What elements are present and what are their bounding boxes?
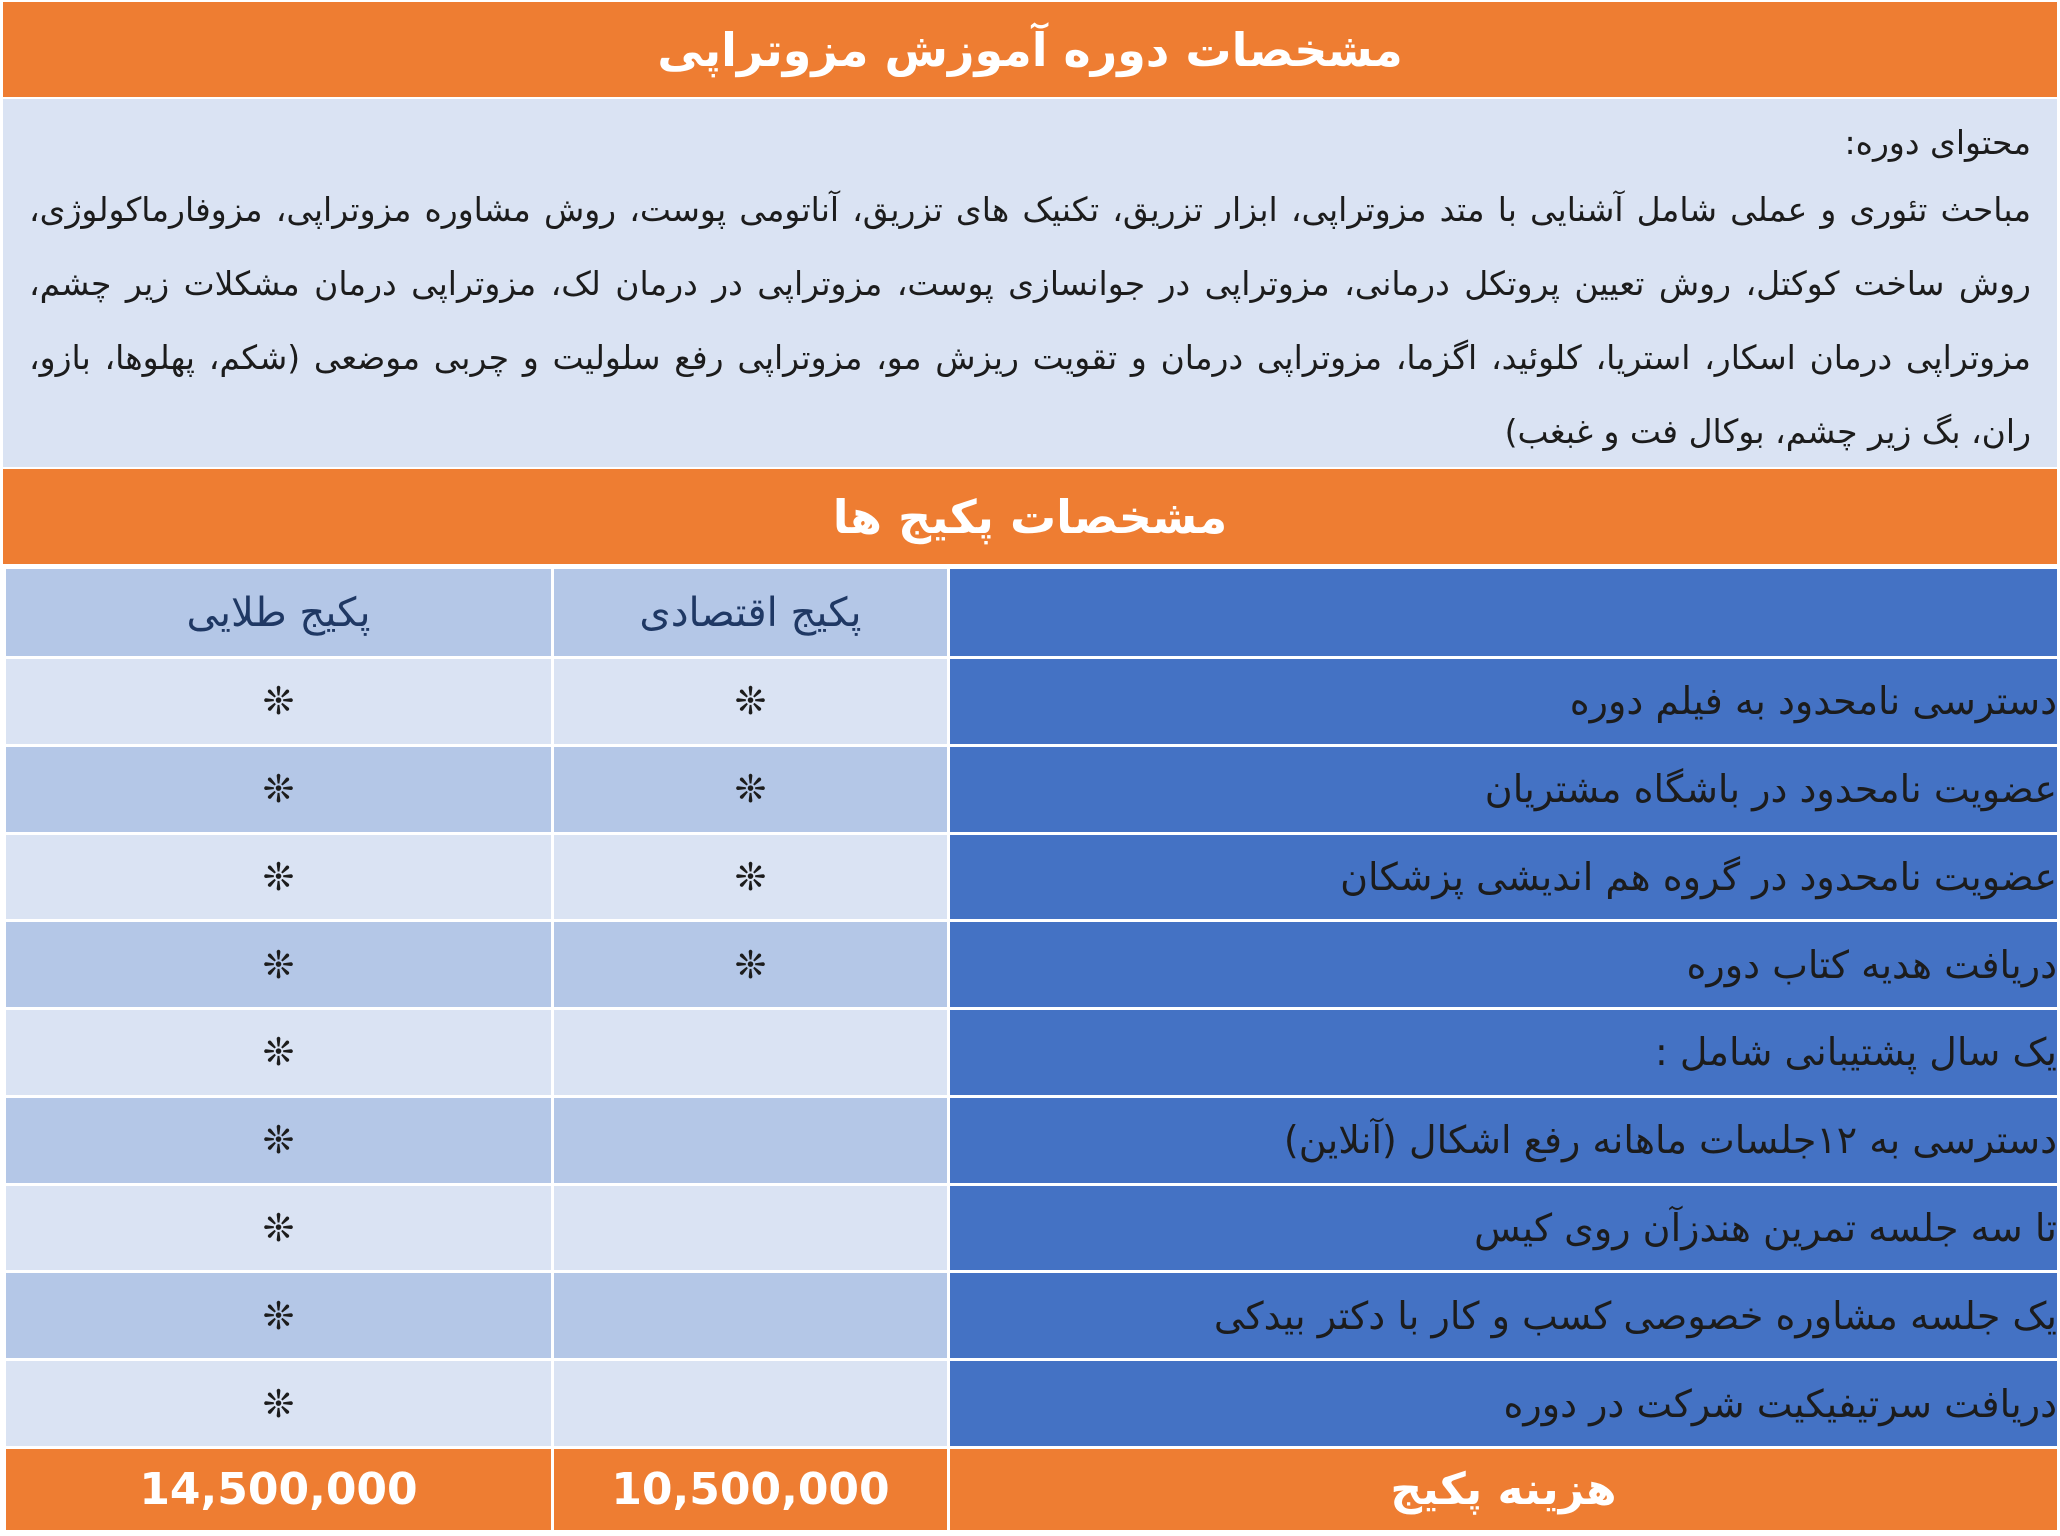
feature-cell: تا سه جلسه تمرین هندزآن روی کیس [949, 1184, 2059, 1272]
packages-table [3, 566, 2060, 1533]
price-row [5, 1448, 2059, 1532]
gold-check-mark: ❊ [5, 1096, 553, 1184]
price-label: هزینه پکیج [949, 1448, 2059, 1532]
economy-check-mark: ❊ [553, 745, 949, 833]
gold-check-mark: ❊ [5, 833, 553, 921]
gold-check-mark: ❊ [5, 1360, 553, 1448]
gold-check-mark: ❊ [5, 745, 553, 833]
table-row [5, 658, 2059, 746]
feature-cell: دریافت سرتیفیکیت شرکت در دوره [949, 1360, 2059, 1448]
feature-cell: دسترسی به ۱۲جلسات ماهانه رفع اشکال (آنلاین) [949, 1096, 2059, 1184]
course-content-box [3, 99, 2057, 467]
page-title: مشخصات دوره آموزش مزوتراپی [3, 2, 2057, 97]
gold-check-mark: ❊ [5, 1272, 553, 1360]
header-economy-cell: پکیج اقتصادی [553, 568, 949, 658]
economy-check-mark: ❊ [553, 658, 949, 746]
gold-check-mark: ❊ [5, 658, 553, 746]
table-row [5, 1096, 2059, 1184]
table-row [5, 921, 2059, 1009]
economy-price [553, 1448, 949, 1532]
header-gold-cell: پکیج طلایی [5, 568, 553, 658]
economy-check-mark [553, 1184, 949, 1272]
table-row [5, 1009, 2059, 1097]
economy-check-mark [553, 1272, 949, 1360]
course-content-text: مباحث تئوری و عملی شامل آشنایی با متد مزوتراپی، ابزار تزریق، تکنیک های تزریق، آناتومی پوست، روش مشاوره مزوتراپی، مزوفارماکولوژی، روش ساخت کوکتل، روش تعیین پروتکل درمانی، مزوتراپی در جوانسازی پوست، مزوتراپی در درمان لک، مزوتراپی درمان مشکلات زیر چشم، مزوتراپی درمان اسکار، استریا، کلوئید، اگزما، مزوتراپی درمان و تقویت ریزش مو، مزوتراپی رفع سلولیت و چربی موضعی (شکم، پهلوها، بازو، ران، بگ زیر چشم، بوکال فت و غبغب) [29, 190, 2031, 451]
feature-cell: دسترسی نامحدود به فیلم دوره [949, 658, 2059, 746]
table-row [5, 833, 2059, 921]
gold-price-value: 14,500,000 [139, 1464, 418, 1515]
economy-check-mark: ❊ [553, 921, 949, 1009]
table-row [5, 1184, 2059, 1272]
gold-check-mark: ❊ [5, 921, 553, 1009]
gold-check-mark: ❊ [5, 1184, 553, 1272]
feature-cell: یک سال پشتیبانی شامل : [949, 1009, 2059, 1097]
feature-cell: عضویت نامحدود در گروه هم اندیشی پزشکان [949, 833, 2059, 921]
packages-title: مشخصات پکیج ها [3, 469, 2057, 564]
header-feature-cell [949, 568, 2059, 658]
table-row [5, 1360, 2059, 1448]
economy-check-mark [553, 1096, 949, 1184]
feature-cell: یک جلسه مشاوره خصوصی کسب و کار با دکتر بیدکی [949, 1272, 2059, 1360]
feature-cell: عضویت نامحدود در باشگاه مشتریان [949, 745, 2059, 833]
table-row [5, 745, 2059, 833]
course-content-label: محتوای دوره: [1844, 123, 2031, 162]
economy-price-value: 10,500,000 [611, 1464, 890, 1515]
economy-check-mark: ❊ [553, 833, 949, 921]
gold-check-mark: ❊ [5, 1009, 553, 1097]
table-row [5, 1272, 2059, 1360]
feature-cell: دریافت هدیه کتاب دوره [949, 921, 2059, 1009]
economy-check-mark [553, 1360, 949, 1448]
gold-price [5, 1448, 553, 1532]
table-header-row [5, 568, 2059, 658]
economy-check-mark [553, 1009, 949, 1097]
